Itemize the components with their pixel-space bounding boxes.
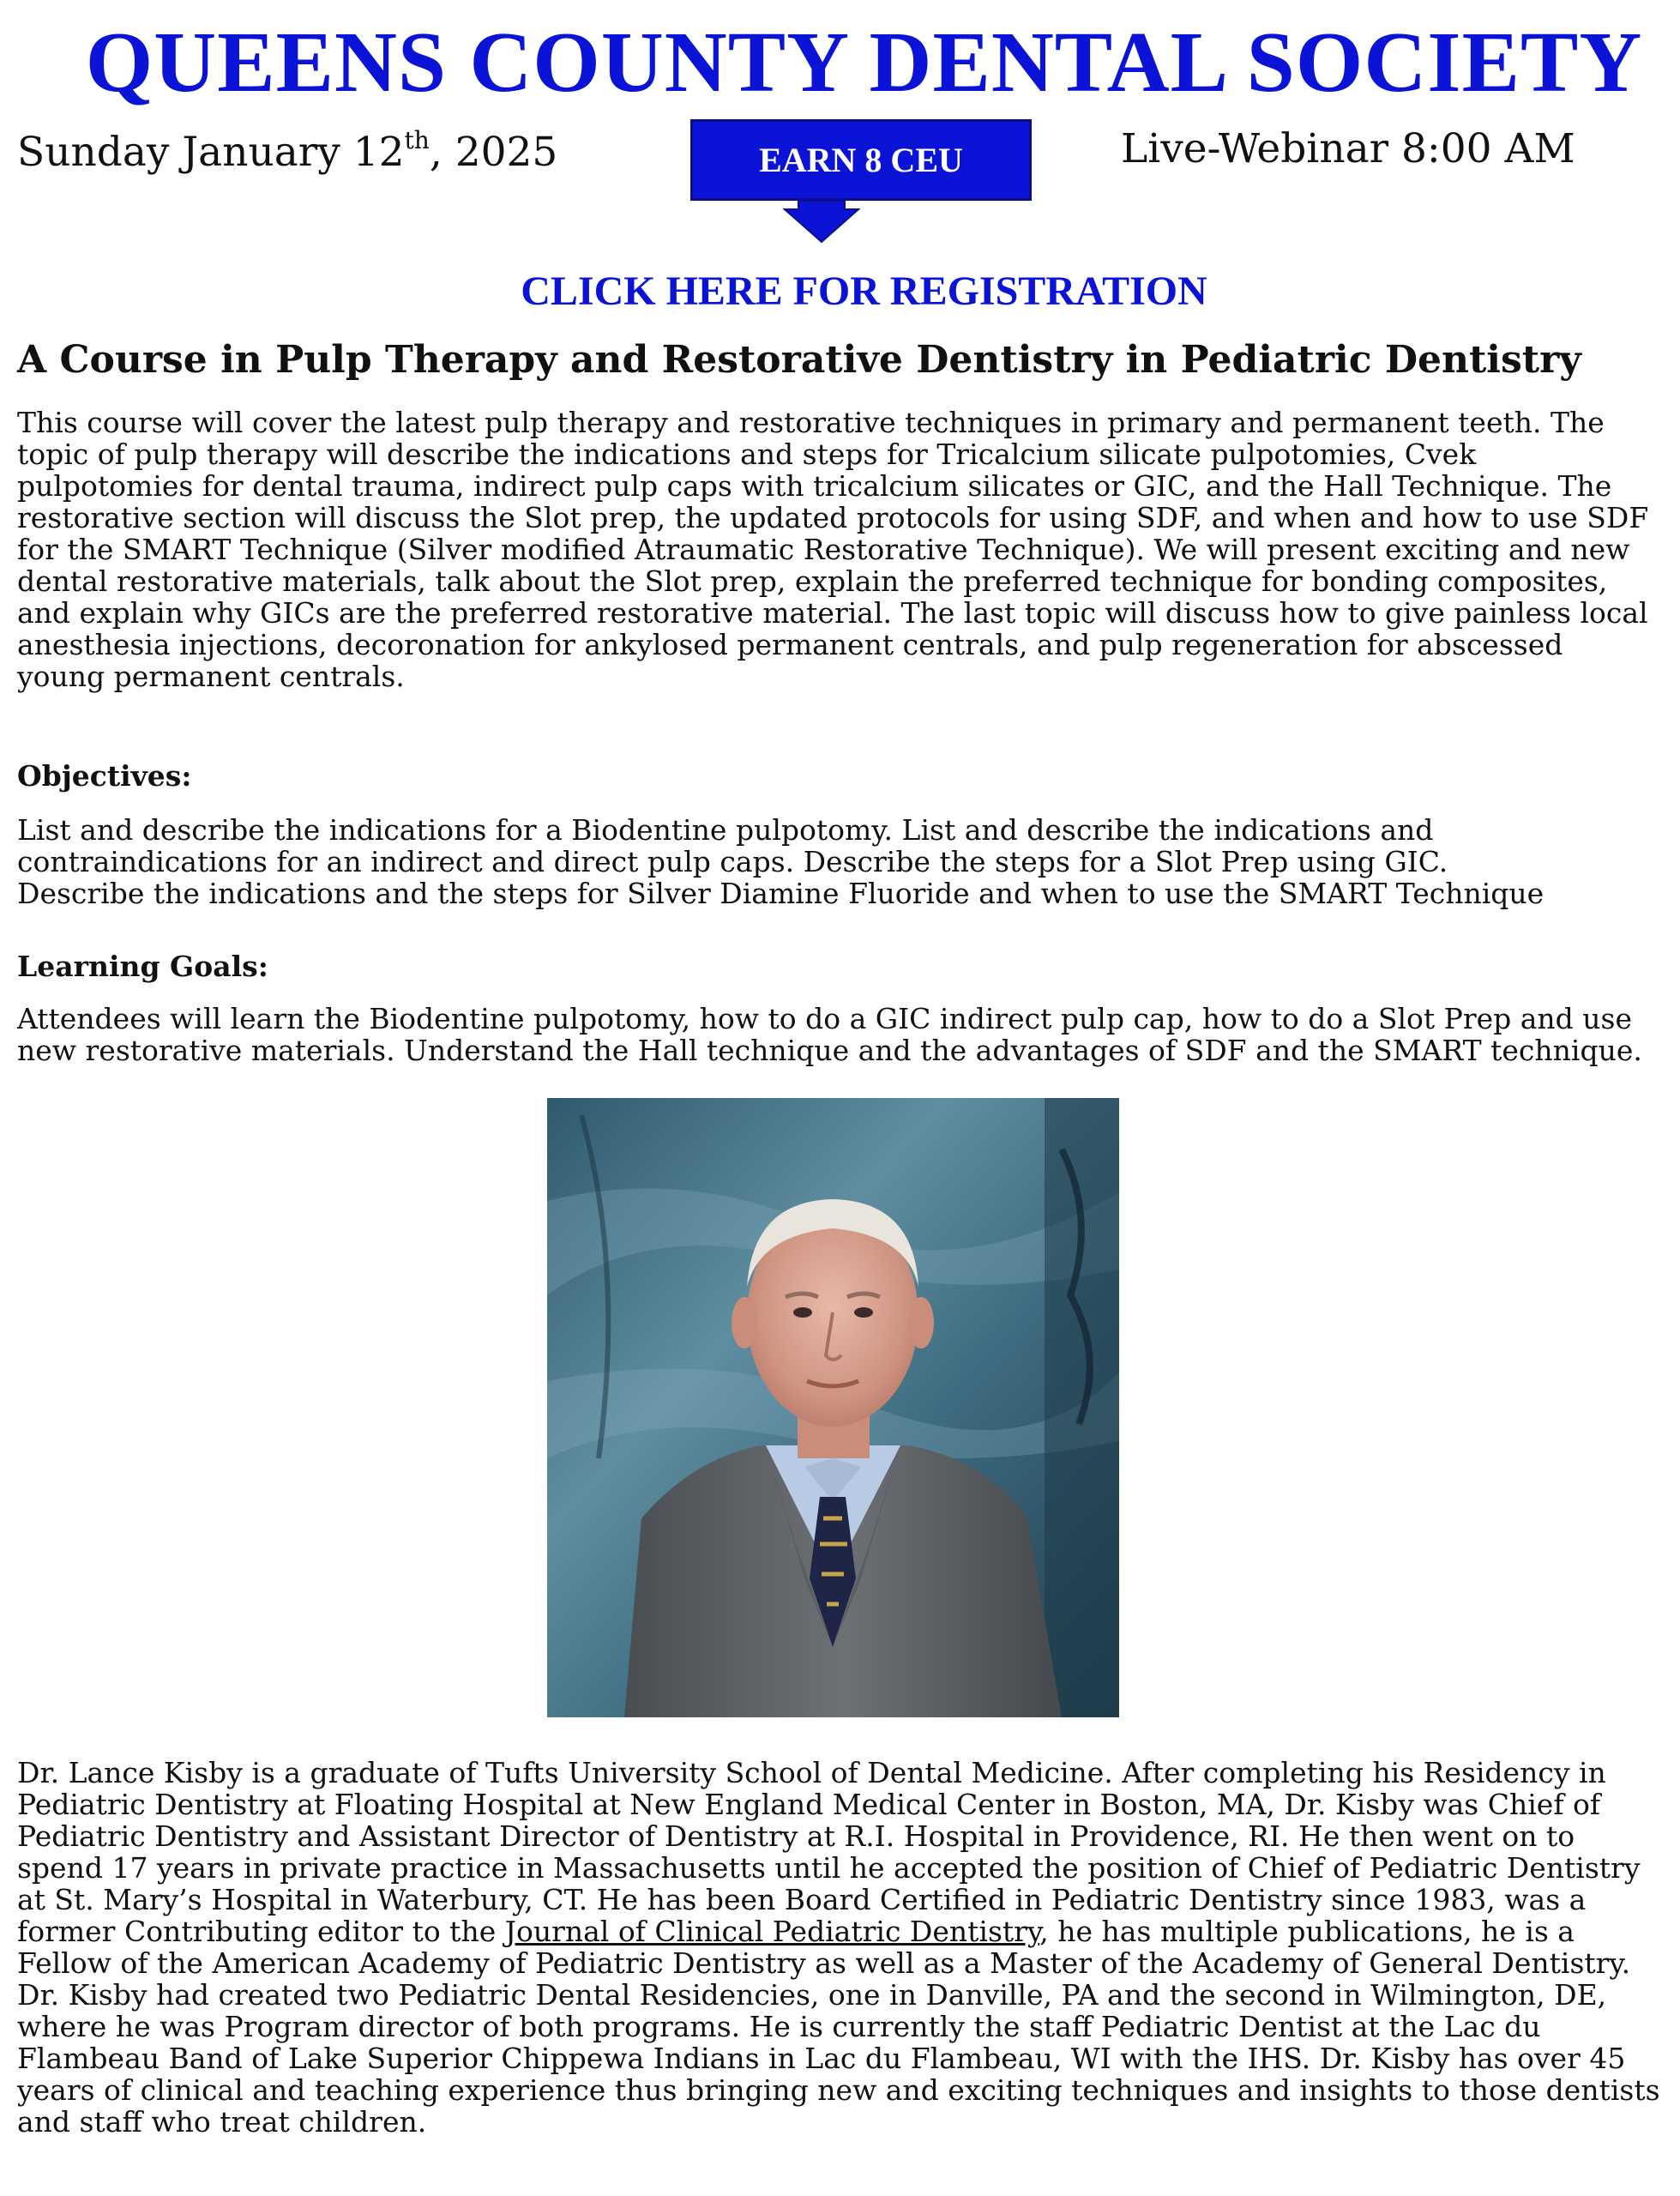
- description-line: This course will cover the latest pulp therapy and restorative techniques in primary and permanent teeth. The: [17, 406, 1605, 439]
- bio-line: Pediatric Dentistry at Floating Hospital at New England Medical Center in Boston, MA, Dr. Kisby was Chief of: [17, 1788, 1601, 1821]
- course-description: [17, 407, 1664, 692]
- description-line: topic of pulp therapy will describe the indications and steps for Tricalcium silicate pulpotomies, Cvek: [17, 437, 1477, 471]
- description-line: restorative section will discuss the Slot prep, the updated protocols for using SDF, and when and how to use SDF: [17, 501, 1649, 534]
- objectives-line: List and describe the indications for a Biodentine pulpotomy. List and describe the indications and: [17, 813, 1434, 847]
- bio-line: Dr. Lance Kisby is a graduate of Tufts University School of Dental Medicine. After completing his Residency in: [17, 1756, 1606, 1789]
- bio-line: Flambeau Band of Lake Superior Chippewa Indians in Lac du Flambeau, WI with the IHS. Dr. Kisby has over 45: [17, 2042, 1626, 2075]
- ceu-badge: EARN 8 CEU: [690, 119, 1032, 201]
- description-line: for the SMART Technique (Silver modified Atraumatic Restorative Technique). We will present exciting and new: [17, 533, 1630, 566]
- presenter-photo: [547, 1098, 1119, 1717]
- description-line: anesthesia injections, decoronation for ankylosed permanent centrals, and pulp regeneration for abscessed: [17, 628, 1563, 661]
- bio-line: at St. Mary’s Hospital in Waterbury, CT. He has been Board Certified in Pediatric Dentistry since 1983, was a: [17, 1883, 1587, 1916]
- presenter-bio: [17, 1757, 1677, 2138]
- webinar-time: Live-Webinar 8:00 AM: [1121, 125, 1575, 172]
- bio-text: , he has multiple publications, he is a: [1039, 1915, 1575, 1948]
- objectives-text: [17, 814, 1664, 909]
- learning-goals-line: new restorative materials. Understand the Hall technique and the advantages of SDF and the SMART technique.: [17, 1034, 1642, 1067]
- description-line: pulpotomies for dental trauma, indirect pulp caps with tricalcium silicates or GIC, and the Hall Technique. The: [17, 469, 1612, 503]
- bio-line: Fellow of the American Academy of Pediatric Dentistry as well as a Master of the Academy of General Dentistry.: [17, 1946, 1631, 1980]
- org-title: QUEENS COUNTY DENTAL SOCIETY: [85, 14, 1643, 110]
- learning-goals-text: [17, 1003, 1664, 1066]
- description-line: young permanent centrals.: [17, 660, 405, 693]
- bio-text: former Contributing editor to the: [17, 1915, 505, 1948]
- bio-line: and staff who treat children.: [17, 2105, 427, 2139]
- event-date-year: , 2025: [429, 129, 558, 176]
- bio-line: Pediatric Dentistry and Assistant Director of Dentistry at R.I. Hospital in Providence, RI. He then went on to: [17, 1819, 1575, 1853]
- objectives-line: Describe the indications and the steps for Silver Diamine Fluoride and when to use the SMART Technique: [17, 877, 1545, 910]
- bio-line: where he was Program director of both programs. He is currently the staff Pediatric Dentist at the Lac du: [17, 2010, 1541, 2043]
- objectives-heading: Objectives:: [17, 759, 192, 793]
- bio-line: spend 17 years in private practice in Massachusetts until he accepted the position of Chief of Pediatric Dentistry: [17, 1851, 1641, 1885]
- event-date-main: Sunday January 12: [17, 129, 405, 176]
- event-date: [17, 126, 558, 176]
- description-line: and explain why GICs are the preferred restorative material. The last topic will discuss how to give painless local: [17, 596, 1648, 630]
- bio-line: years of clinical and teaching experience thus bringing new and exciting techniques and insights to those dentists: [17, 2073, 1660, 2107]
- learning-goals-heading: Learning Goals:: [17, 950, 268, 983]
- description-line: dental restorative materials, talk about the Slot prep, explain the preferred technique for bonding composites,: [17, 564, 1608, 598]
- registration-link[interactable]: CLICK HERE FOR REGISTRATION: [521, 268, 1207, 314]
- bio-line: [17, 1915, 1677, 1947]
- bio-line: Dr. Kisby had created two Pediatric Dental Residencies, one in Danville, PA and the second in Wilmington, DE,: [17, 1978, 1607, 2012]
- objectives-line: contraindications for an indirect and direct pulp caps. Describe the steps for a Slot Prep using GIC.: [17, 845, 1448, 878]
- event-date-suffix: th: [404, 126, 430, 154]
- learning-goals-line: Attendees will learn the Biodentine pulpotomy, how to do a GIC indirect pulp cap, how to do a Slot Prep and use: [17, 1002, 1632, 1035]
- course-title: A Course in Pulp Therapy and Restorative Dentistry in Pediatric Dentistry: [17, 338, 1581, 382]
- journal-link[interactable]: Journal of Clinical Pediatric Dentistry: [504, 1915, 1040, 1948]
